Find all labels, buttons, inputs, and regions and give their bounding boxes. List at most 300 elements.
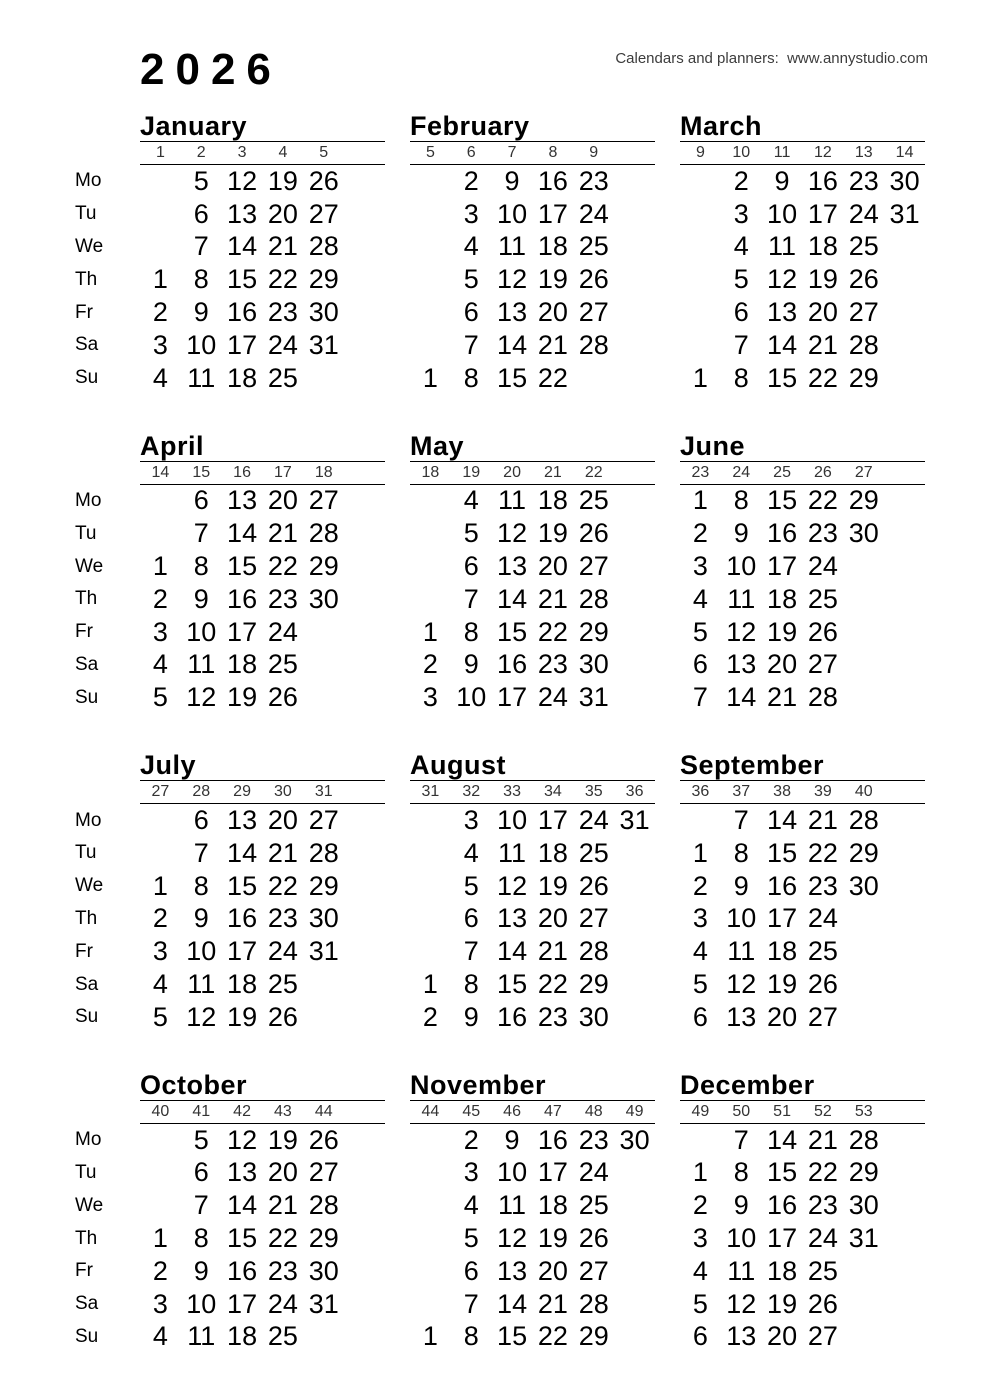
date-cell: 9 [193,1255,209,1286]
week-numbers-row [680,1101,925,1124]
date-cell: 11 [727,1255,756,1286]
date-cell: 4 [692,583,708,614]
week-number: 5 [319,144,329,161]
month-title: December [680,1070,925,1101]
date-cell: 27 [578,1255,609,1286]
week-number: 46 [503,1102,521,1120]
date-cell: 15 [767,1157,798,1188]
date-cell: 7 [193,518,209,549]
date-cell: 12 [186,682,217,713]
week-number: 17 [274,463,292,481]
date-cell: 23 [848,165,879,196]
date-cell: 31 [578,682,609,713]
weekday-label: Tu [75,842,97,864]
date-cell: 19 [767,969,798,1000]
date-cell: 14 [767,805,798,836]
date-cell: 5 [733,264,749,295]
date-cell: 22 [537,616,568,647]
date-cell: 15 [767,837,798,868]
date-cell: 12 [186,1001,217,1032]
date-cell: 23 [267,1255,298,1286]
date-cell: 6 [733,297,749,328]
date-cell: 15 [497,616,528,647]
week-number: 19 [462,463,481,481]
date-cell: 23 [267,583,298,614]
date-cell: 6 [692,1001,708,1032]
date-cell: 20 [767,1321,798,1352]
date-cell: 18 [227,969,258,1000]
date-cell: 6 [692,649,708,680]
week-number: 36 [691,783,710,801]
date-cell: 26 [578,1223,609,1254]
date-cell: 1 [692,1157,708,1188]
date-cell: 11 [187,649,216,680]
week-number: 35 [584,783,603,801]
date-cell: 9 [733,870,749,901]
date-cell: 11 [187,1321,216,1352]
date-cell: 12 [497,518,528,549]
date-cell: 23 [578,165,609,196]
date-cell: 25 [578,1190,609,1221]
weekday-label: We [75,875,104,897]
date-cell: 9 [463,649,479,680]
date-cell: 13 [497,903,528,934]
date-cell: 14 [767,329,798,360]
date-cell: 18 [227,1321,258,1352]
date-cell: 24 [807,551,838,582]
date-cell: 31 [619,805,650,836]
date-cell: 18 [537,837,568,868]
date-cell: 18 [537,485,568,516]
weekday-label: Th [75,1227,98,1249]
week-number: 1 [155,144,165,161]
week-number: 26 [814,463,832,481]
date-cell: 26 [807,969,838,1000]
date-cell: 14 [497,583,528,614]
weekday-column [0,431,140,715]
week-number: 8 [548,144,558,161]
date-cell: 15 [227,264,258,295]
month-title: November [410,1070,655,1101]
date-cell: 5 [463,870,479,901]
week-number: 40 [854,783,873,801]
date-cell: 28 [308,231,339,262]
week-number: 14 [895,144,914,161]
date-cell: 24 [578,805,609,836]
date-cell: 21 [537,1288,568,1319]
date-cell: 20 [537,1255,568,1286]
month-january [140,111,385,395]
date-cell: 5 [692,1288,708,1319]
page-header [140,45,928,94]
date-cell: 15 [227,551,258,582]
date-cell: 1 [422,362,438,393]
month-title: February [410,111,655,142]
date-cell: 2 [733,165,749,196]
date-cell: 15 [497,1321,528,1352]
date-cell: 30 [889,165,920,196]
month-title: March [680,111,925,142]
date-cell: 16 [537,1124,568,1155]
week-number: 9 [589,144,599,161]
week-number: 27 [151,783,170,801]
date-cell: 19 [267,165,298,196]
date-cell: 26 [807,1288,838,1319]
date-cell: 3 [152,1288,168,1319]
date-cell: 3 [463,805,479,836]
weekday-label: Sa [75,334,99,356]
date-cell: 21 [807,329,838,360]
week-number: 47 [544,1102,562,1120]
date-cell: 23 [807,870,838,901]
date-cell: 15 [227,870,258,901]
date-cell: 6 [463,297,479,328]
date-cell: 20 [537,903,568,934]
date-cell: 9 [733,1190,749,1221]
date-cell: 20 [267,1157,298,1188]
date-cell: 27 [807,1321,838,1352]
date-cell: 26 [308,1124,339,1155]
month-november [410,1070,655,1354]
month-title: October [140,1070,385,1101]
month-row [0,750,1000,1034]
date-cell: 19 [537,264,568,295]
date-cell: 8 [463,362,479,393]
week-number: 10 [732,144,751,161]
month-september [680,750,925,1034]
date-cell: 13 [726,1321,757,1352]
date-cell: 8 [733,362,749,393]
date-cell: 12 [497,870,528,901]
week-number: 14 [151,463,170,481]
date-cell: 21 [807,805,838,836]
date-cell: 20 [767,649,798,680]
date-cell: 28 [308,518,339,549]
date-cell: 6 [193,485,209,516]
date-cell: 5 [152,682,168,713]
date-cell: 23 [537,649,568,680]
date-cell: 2 [692,870,708,901]
date-cell: 16 [807,165,838,196]
date-cell: 2 [152,297,168,328]
date-cell: 11 [727,936,756,967]
date-cell: 10 [186,329,217,360]
date-cell: 10 [497,805,528,836]
date-cell: 21 [537,583,568,614]
week-number: 49 [691,1102,710,1120]
date-cell: 2 [422,1001,438,1032]
date-cell: 24 [848,198,879,229]
week-number: 43 [274,1102,292,1120]
date-cell: 17 [227,936,258,967]
date-cell: 6 [193,198,209,229]
dates-grid [680,1124,925,1354]
date-cell: 10 [186,936,217,967]
date-cell: 5 [463,1223,479,1254]
month-july [140,750,385,1034]
week-number: 6 [466,144,476,161]
date-cell: 14 [227,518,258,549]
week-numbers-row [410,1101,655,1124]
dates-grid [680,485,925,715]
date-cell: 26 [308,165,339,196]
date-cell: 9 [733,518,749,549]
week-number: 15 [192,463,211,481]
date-cell: 16 [767,870,798,901]
week-number: 50 [732,1102,751,1120]
date-cell: 7 [733,805,749,836]
date-cell: 3 [152,936,168,967]
date-cell: 23 [578,1124,609,1155]
date-cell: 10 [186,1288,217,1319]
date-cell: 1 [422,616,438,647]
date-cell: 6 [193,805,209,836]
date-cell: 12 [227,165,258,196]
date-cell: 14 [726,682,757,713]
date-cell: 17 [767,551,798,582]
date-cell: 26 [578,870,609,901]
date-cell: 13 [726,649,757,680]
week-number: 31 [421,783,440,801]
date-cell: 13 [497,1255,528,1286]
weekday-label: Fr [75,621,93,643]
month-row [0,431,1000,715]
date-cell: 5 [152,1001,168,1032]
date-cell: 30 [308,297,339,328]
date-cell: 14 [497,1288,528,1319]
date-cell: 12 [497,1223,528,1254]
week-number: 51 [773,1102,791,1120]
date-cell: 13 [497,551,528,582]
date-cell: 21 [267,1190,298,1221]
week-number: 40 [151,1102,170,1120]
date-cell: 24 [267,936,298,967]
date-cell: 28 [578,936,609,967]
weekday-label: We [75,1194,104,1216]
date-cell: 31 [848,1223,879,1254]
date-cell: 29 [308,1223,339,1254]
date-cell: 16 [767,518,798,549]
week-numbers-row [140,781,385,804]
date-cell: 5 [193,1124,209,1155]
date-cell: 1 [152,1223,168,1254]
date-cell: 28 [578,583,609,614]
date-cell: 14 [227,837,258,868]
dates-grid [410,804,655,1034]
date-cell: 23 [807,518,838,549]
week-number: 38 [773,783,791,801]
date-cell: 30 [308,583,339,614]
date-cell: 21 [807,1124,838,1155]
month-title: August [410,750,655,781]
week-number: 36 [625,783,644,801]
date-cell: 28 [308,1190,339,1221]
week-number: 12 [814,144,832,161]
weekday-label: Tu [75,203,97,225]
date-cell: 28 [308,837,339,868]
date-cell: 7 [463,583,479,614]
date-cell: 19 [537,1223,568,1254]
date-cell: 18 [807,231,838,262]
date-cell: 4 [692,936,708,967]
site-tagline: Calendars and planners: www.annystudio.com [615,50,928,67]
date-cell: 4 [463,1190,479,1221]
week-number: 9 [695,144,705,161]
date-cell: 4 [463,485,479,516]
date-cell: 20 [807,297,838,328]
dates-grid [140,1124,385,1354]
weekday-label: Mo [75,489,102,511]
date-cell: 27 [578,297,609,328]
date-cell: 22 [807,837,838,868]
date-cell: 25 [267,649,298,680]
date-cell: 29 [848,837,879,868]
date-cell: 11 [498,837,527,868]
date-cell: 25 [807,936,838,967]
date-cell: 28 [848,329,879,360]
date-cell: 2 [463,1124,479,1155]
date-cell: 22 [537,1321,568,1352]
date-cell: 25 [267,969,298,1000]
week-number: 45 [462,1102,481,1120]
date-cell: 28 [848,1124,879,1155]
date-cell: 22 [267,1223,298,1254]
date-cell: 27 [308,485,339,516]
date-cell: 9 [774,165,790,196]
date-cell: 5 [692,616,708,647]
date-cell: 12 [726,969,757,1000]
week-number: 48 [584,1102,603,1120]
date-cell: 16 [227,583,258,614]
date-cell: 26 [267,682,298,713]
weekday-label: Su [75,367,99,389]
date-cell: 30 [308,1255,339,1286]
weekday-label: We [75,235,104,257]
date-cell: 8 [463,616,479,647]
date-cell: 12 [497,264,528,295]
date-cell: 4 [152,969,168,1000]
date-cell: 29 [848,362,879,393]
date-cell: 22 [267,870,298,901]
date-cell: 20 [267,485,298,516]
date-cell: 27 [308,805,339,836]
date-cell: 3 [463,1157,479,1188]
date-cell: 19 [267,1124,298,1155]
week-number: 44 [421,1102,440,1120]
dates-grid [410,485,655,715]
weekday-column [0,1070,140,1354]
date-cell: 31 [889,198,920,229]
date-cell: 14 [227,231,258,262]
date-cell: 6 [692,1321,708,1352]
date-cell: 21 [537,936,568,967]
date-cell: 30 [848,518,879,549]
date-cell: 8 [733,1157,749,1188]
week-number: 18 [314,463,333,481]
date-cell: 24 [537,682,568,713]
date-cell: 18 [537,1190,568,1221]
week-numbers-row [140,1101,385,1124]
week-number: 41 [192,1102,211,1120]
date-cell: 8 [733,485,749,516]
date-cell: 1 [422,1321,438,1352]
date-cell: 3 [692,551,708,582]
date-cell: 20 [767,1001,798,1032]
date-cell: 18 [767,583,798,614]
weekday-label: Su [75,686,99,708]
date-cell: 9 [504,165,520,196]
date-cell: 4 [152,649,168,680]
weekday-label: We [75,555,104,577]
date-cell: 19 [227,682,258,713]
week-number: 25 [773,463,791,481]
date-cell: 1 [692,837,708,868]
date-cell: 25 [578,485,609,516]
date-cell: 16 [227,1255,258,1286]
date-cell: 20 [267,805,298,836]
date-cell: 16 [497,649,528,680]
date-cell: 12 [227,1124,258,1155]
date-cell: 30 [848,1190,879,1221]
date-cell: 22 [537,969,568,1000]
date-cell: 28 [578,1288,609,1319]
week-numbers-row [410,462,655,485]
date-cell: 4 [152,362,168,393]
date-cell: 9 [193,583,209,614]
date-cell: 21 [767,682,798,713]
date-cell: 20 [267,198,298,229]
date-cell: 14 [767,1124,798,1155]
month-row [0,111,1000,395]
date-cell: 1 [152,551,168,582]
date-cell: 10 [726,1223,757,1254]
date-cell: 3 [692,1223,708,1254]
date-cell: 26 [848,264,879,295]
date-cell: 11 [498,485,527,516]
date-cell: 31 [308,1288,339,1319]
date-cell: 20 [537,551,568,582]
date-cell: 10 [767,198,798,229]
date-cell: 30 [308,903,339,934]
date-cell: 4 [463,231,479,262]
week-number: 18 [421,463,440,481]
weekday-label: Th [75,268,98,290]
calendar-grid [0,111,1000,1389]
year-title: 2026 [140,45,282,94]
date-cell: 29 [578,1321,609,1352]
date-cell: 1 [692,362,708,393]
date-cell: 22 [807,362,838,393]
date-cell: 13 [767,297,798,328]
date-cell: 2 [152,903,168,934]
date-cell: 26 [267,1001,298,1032]
date-cell: 7 [733,1124,749,1155]
date-cell: 28 [807,682,838,713]
date-cell: 1 [152,870,168,901]
date-cell: 7 [193,231,209,262]
date-cell: 21 [537,329,568,360]
weekday-column [0,750,140,1034]
weekday-label: Su [75,1325,99,1347]
month-december [680,1070,925,1354]
date-cell: 31 [308,936,339,967]
date-cell: 24 [807,903,838,934]
date-cell: 2 [463,165,479,196]
date-cell: 17 [227,616,258,647]
date-cell: 7 [463,1288,479,1319]
date-cell: 16 [497,1001,528,1032]
date-cell: 15 [497,362,528,393]
